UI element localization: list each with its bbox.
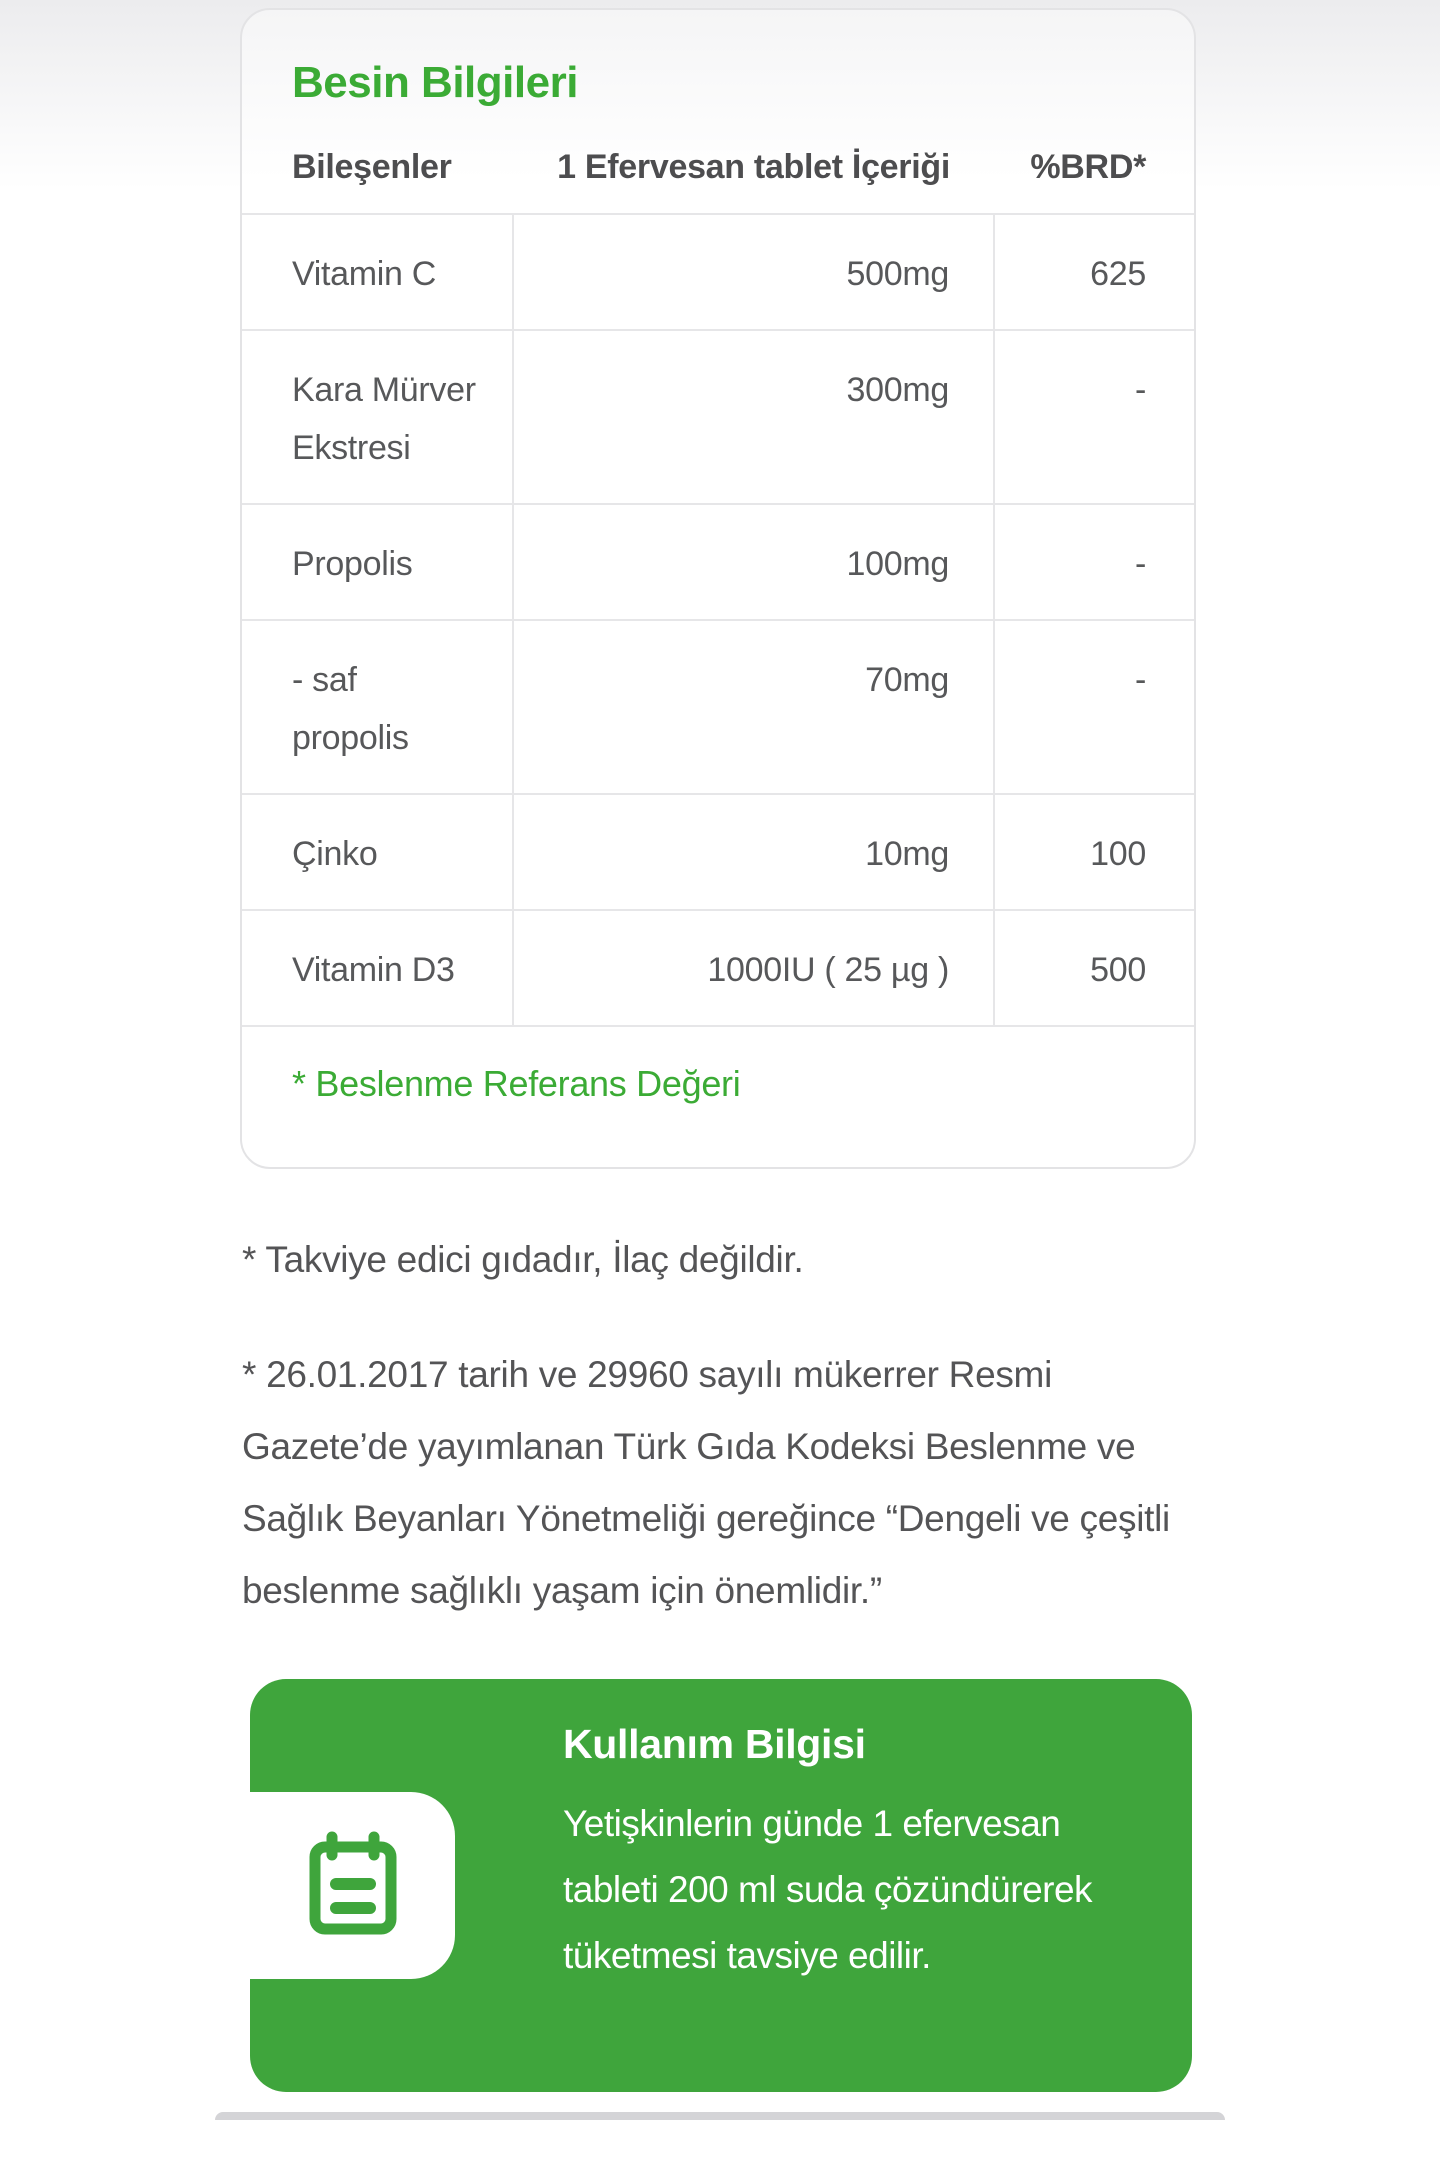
brd-footnote: * Beslenme Referans Değeri <box>242 1025 1194 1167</box>
cell-brd-value: - <box>994 330 1194 504</box>
table-row <box>242 504 1194 620</box>
table-header-row <box>242 148 1194 214</box>
usage-info-card <box>250 1679 1192 2092</box>
table-row <box>242 620 1194 794</box>
supplement-disclaimer: * Takviye edici gıdadır, İlaç değildir. <box>242 1239 804 1280</box>
cell-amount: 1000IU ( 25 µg ) <box>513 910 994 1025</box>
cell-amount: 100mg <box>513 504 994 620</box>
cell-amount: 10mg <box>513 794 994 910</box>
table-row <box>242 214 1194 330</box>
cell-ingredient-name: Vitamin C <box>242 214 513 330</box>
calendar-icon <box>305 1830 401 1941</box>
nutrition-card-title: Besin Bilgileri <box>292 58 578 107</box>
next-section-divider <box>215 2112 1225 2120</box>
nutrition-card <box>240 8 1196 1169</box>
cell-brd-value: - <box>994 620 1194 794</box>
nutrition-table-header <box>242 148 1194 214</box>
regulation-disclaimer: * 26.01.2017 tarih ve 29960 sayılı mükerrer Resmi Gazete’de yayımlanan Türk Gıda Kodeksi Beslenme ve Sağlık Beyanları Yönetmeliği gereğince “Dengeli ve çeşitli beslenme sağlıklı yaşam için önemlidir.” <box>242 1354 1170 1611</box>
nutrition-table-body <box>242 214 1194 1025</box>
cell-amount: 500mg <box>513 214 994 330</box>
cell-amount: 70mg <box>513 620 994 794</box>
cell-ingredient-name: Vitamin D3 <box>242 910 513 1025</box>
cell-ingredient-name: Çinko <box>242 794 513 910</box>
header-brd-percent: %BRD* <box>994 148 1194 214</box>
cell-brd-value: - <box>994 504 1194 620</box>
table-row <box>242 910 1194 1025</box>
cell-ingredient-name: - saf propolis <box>242 620 513 794</box>
header-ingredients: Bileşenler <box>242 148 513 214</box>
cell-brd-value: 500 <box>994 910 1194 1025</box>
cell-ingredient-name: Kara Mürver Ekstresi <box>242 330 513 504</box>
cell-brd-value: 100 <box>994 794 1194 910</box>
table-row <box>242 330 1194 504</box>
cell-brd-value: 625 <box>994 214 1194 330</box>
usage-card-title: Kullanım Bilgisi <box>563 1721 866 1767</box>
table-row <box>242 794 1194 910</box>
header-tablet-content: 1 Efervesan tablet İçeriği <box>513 148 994 214</box>
usage-card-body: Yetişkinlerin günde 1 efervesan tableti 200 ml suda çözündürerek tüketmesi tavsiye edilir. <box>563 1803 1093 1976</box>
nutrition-table <box>242 148 1194 1025</box>
cell-amount: 300mg <box>513 330 994 504</box>
usage-icon-panel <box>250 1792 455 1979</box>
cell-ingredient-name: Propolis <box>242 504 513 620</box>
